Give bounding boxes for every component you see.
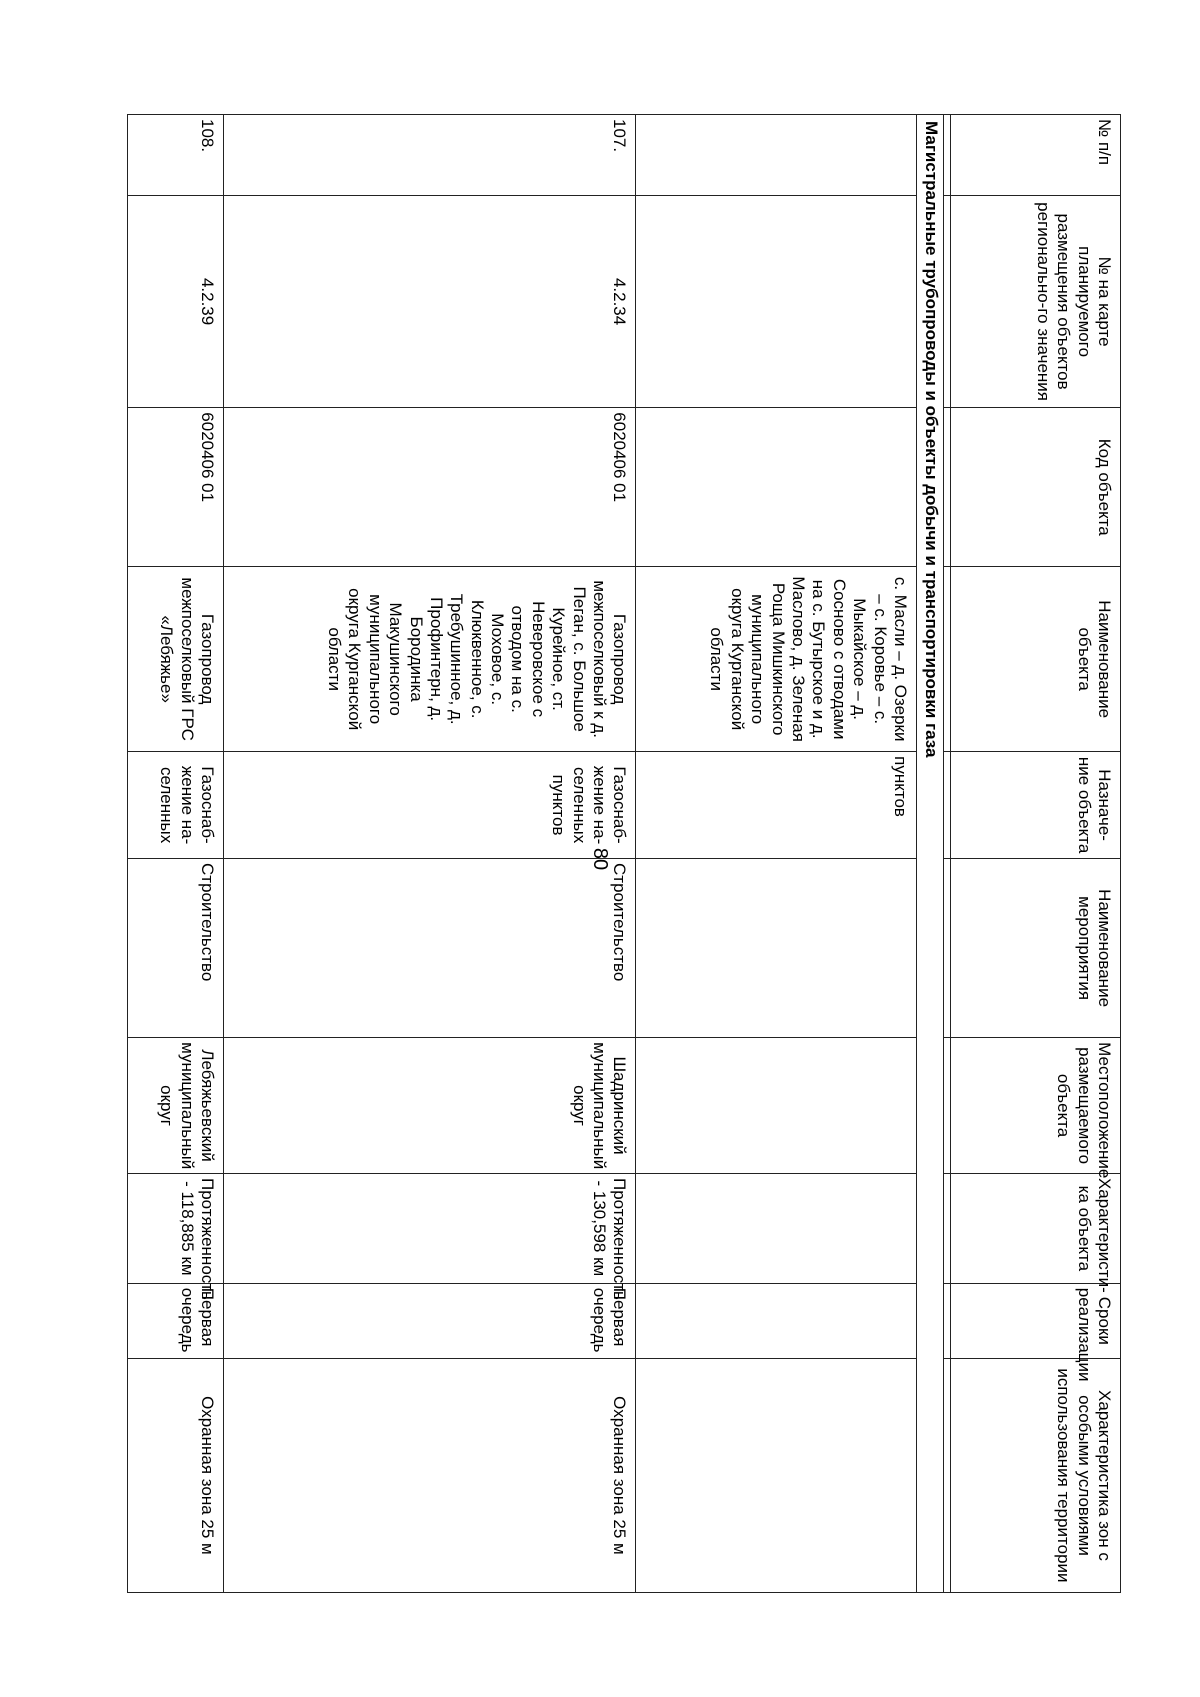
- header-purpose: Назначе-ние объекта: [951, 752, 1121, 859]
- cell-map-no: 4.2.34: [223, 195, 635, 407]
- cell-purpose: пунктов: [636, 752, 917, 859]
- cell-map-no: 4.2.39: [128, 195, 224, 407]
- cell-name: Газопровод межпоселковый ГРС «Лебяжье»: [128, 567, 224, 752]
- section-title: Магистральные трубопроводы и объекты добычи и транспортировки газа: [917, 115, 944, 1593]
- cell-no: 107.: [223, 115, 635, 196]
- table-row: [636, 115, 917, 1593]
- cell-characteristic: Протяженность - 118,885 км: [128, 1173, 224, 1283]
- page-number: 80: [589, 847, 611, 871]
- table-row: [223, 115, 635, 1593]
- objects-table: [127, 114, 1121, 1593]
- cell-characteristic: Протяженность - 130,598 км: [223, 1173, 635, 1283]
- cell-terms: Первая очередь: [223, 1283, 635, 1358]
- cell-purpose: Газоснаб-жение на-селенных пунктов: [223, 752, 635, 859]
- table-row: [128, 115, 224, 1593]
- header-location: Местоположение размещаемого объекта: [951, 1038, 1121, 1174]
- cell-zones: Охранная зона 25 м: [128, 1358, 224, 1592]
- header-activity: Наименование мероприятия: [951, 859, 1121, 1038]
- header-name: Наименование объекта: [951, 567, 1121, 752]
- table-spacer-row: [944, 115, 951, 1593]
- cell-location: Лебяжьевский муниципальный округ: [128, 1038, 224, 1174]
- header-terms: Сроки реализации: [951, 1283, 1121, 1358]
- header-code: Код объекта: [951, 408, 1121, 567]
- cell-purpose: Газоснаб-жение на-селенных: [128, 752, 224, 859]
- header-characteristic: Характеристи-ка объекта: [951, 1173, 1121, 1283]
- cell-code: 6020406 01: [223, 408, 635, 567]
- cell-code: 6020406 01: [128, 408, 224, 567]
- document-table-container: [127, 114, 1121, 1593]
- section-row: [917, 115, 944, 1593]
- header-zones: Характеристика зон с особыми условиями использования территории: [951, 1358, 1121, 1592]
- cell-zones: Охранная зона 25 м: [223, 1358, 635, 1592]
- cell-name: Газопровод межпоселковый к д. Пеган, с. Большое Курейное, ст. Неверовское с отводом на с. Моховое, с. Клюквенное, с. Требушинное, д. Профинтерн, д. Бородинка Макушинского муниципального округа Курганской области: [223, 567, 635, 752]
- table-header-row: [951, 115, 1121, 1593]
- cell-location: Шадринский муниципальный округ: [223, 1038, 635, 1174]
- cell-name: с. Масли – д. Озерки – с. Коровье – с. Мыкайское – д. Сосново с отводами на с. Бутырское и д. Маслово, д. Зеленая Роща Мишкинского муниципального округа Курганской области: [636, 567, 917, 752]
- cell-activity: Строительство: [223, 859, 635, 1038]
- header-map-no: № на карте планируемого размещения объектов регионально-го значения: [951, 195, 1121, 407]
- cell-activity: Строительство: [128, 859, 224, 1038]
- header-no: № п/п: [951, 115, 1121, 196]
- cell-no: 108.: [128, 115, 224, 196]
- cell-terms: Первая очередь: [128, 1283, 224, 1358]
